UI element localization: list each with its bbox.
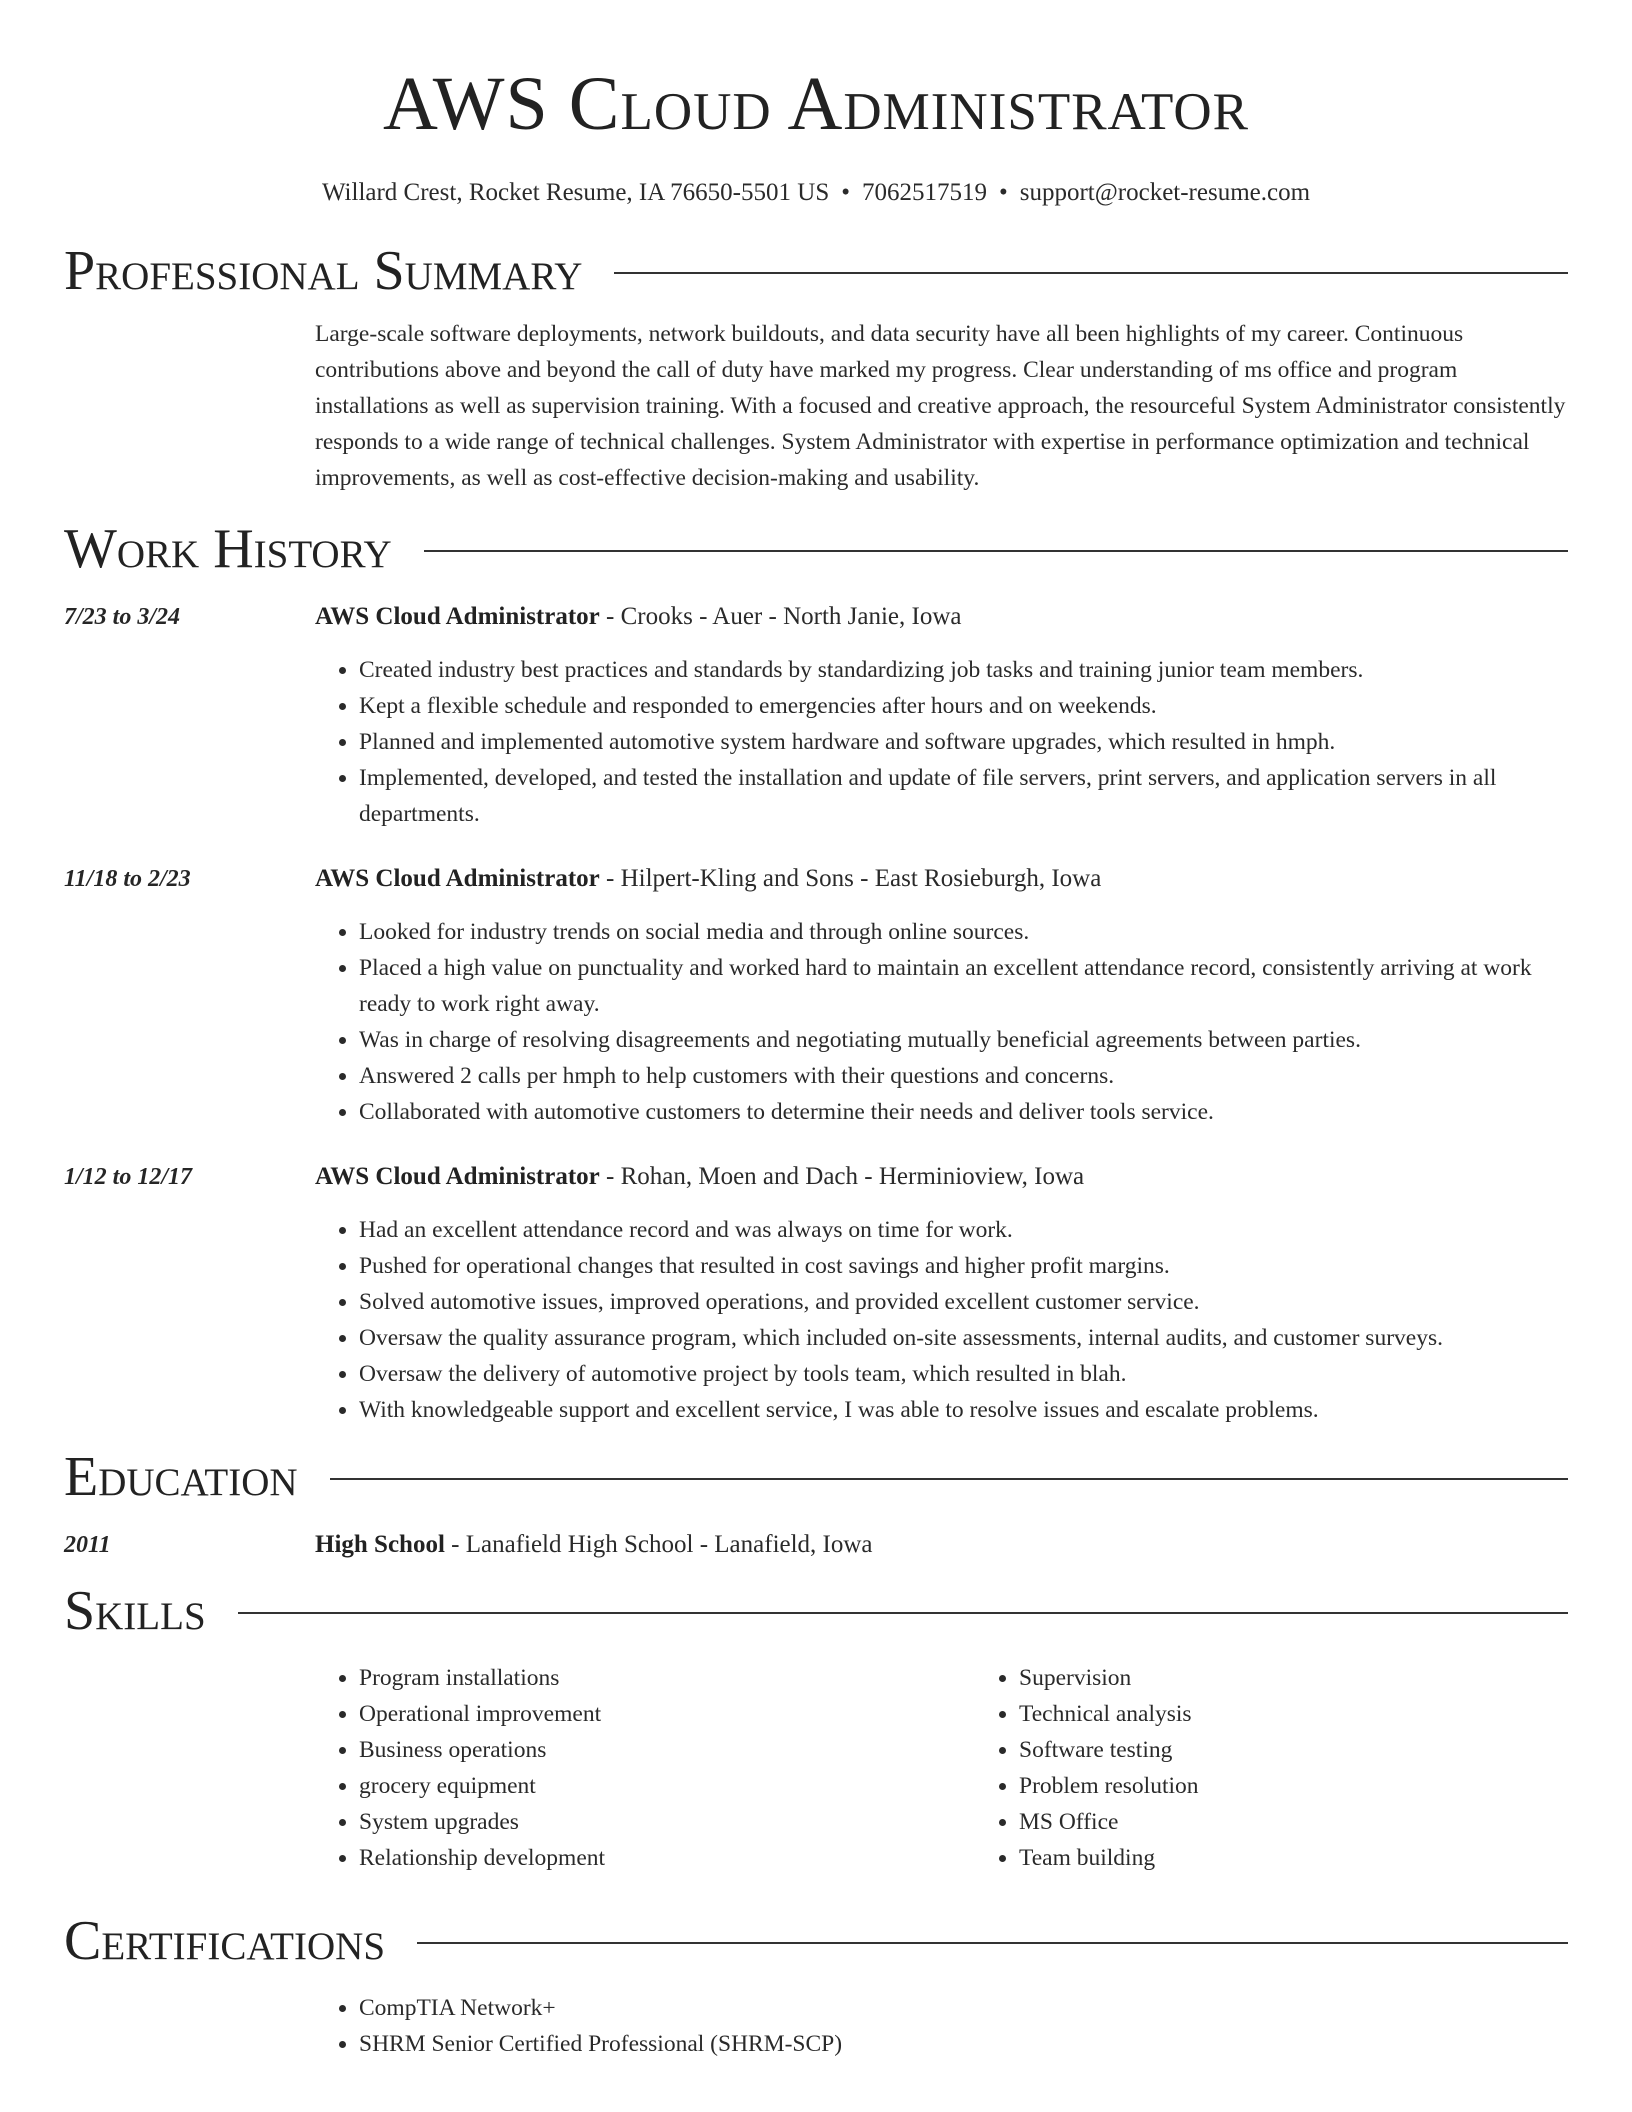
- job-bullet-item: • Implemented, developed, and tested the installation and update of file servers, print servers, and application servers in all departments.: [359, 760, 1568, 832]
- skill-item: • Program installations: [359, 1660, 975, 1696]
- skills-columns: [315, 1660, 1568, 1876]
- resume-page: [64, 0, 1568, 2062]
- section-divider: [614, 272, 1568, 274]
- skills-column-left: [315, 1660, 975, 1876]
- skill-item: • Operational improvement: [359, 1696, 975, 1732]
- job-title-line: [315, 862, 1568, 896]
- section-header-work-history: [64, 516, 1568, 582]
- skill-item: • Software testing: [1019, 1732, 1199, 1768]
- certifications-block: [315, 1990, 1568, 2062]
- summary-text: Large-scale software deployments, network buildouts, and data security have all been highlights of my career. Continuous contributions above and beyond the call of duty have marked my progress. Clear understanding of ms office and program installations as well as supervision training. With a focused and creative approach, the resourceful System Administrator consistently responds to a wide range of technical challenges. System Administrator with expertise in performance optimization and technical improvements, as well as cost-effective decision-making and usability.: [315, 321, 1566, 491]
- education-degree: High School: [315, 1531, 445, 1558]
- job-bullets: [315, 1212, 1568, 1428]
- job-bullet-item: • Solved automotive issues, improved operations, and provided excellent customer service.: [359, 1284, 1568, 1320]
- job-bullet-item: • Collaborated with automotive customers to determine their needs and deliver tools service.: [359, 1094, 1568, 1130]
- job-bullet-item: • Pushed for operational changes that resulted in cost savings and higher profit margins.: [359, 1248, 1568, 1284]
- contact-line: [64, 176, 1568, 210]
- education-details: - Lanafield High School - Lanafield, Iowa: [444, 1531, 873, 1558]
- section-title-summary: Professional Summary: [64, 240, 583, 302]
- section-header-education: [64, 1444, 1568, 1510]
- skill-item: • MS Office: [1019, 1804, 1199, 1840]
- job-dates: 1/12 to 12/17: [64, 1164, 193, 1190]
- section-title-skills: Skills: [64, 1580, 206, 1642]
- section-header-certifications: [64, 1908, 1568, 1974]
- section-header-summary: [64, 238, 1568, 304]
- job-entry: [64, 862, 1568, 1130]
- section-divider: [238, 1612, 1568, 1614]
- job-bullet-item: • Looked for industry trends on social media and through online sources.: [359, 914, 1568, 950]
- job-bullet-item: • Had an excellent attendance record and was always on time for work.: [359, 1212, 1568, 1248]
- contact-separator: •: [841, 179, 850, 206]
- contact-email: support@rocket-resume.com: [1019, 179, 1311, 206]
- education-title: [315, 1528, 1568, 1562]
- section-divider: [330, 1478, 1568, 1480]
- skill-item: • Supervision: [1019, 1660, 1199, 1696]
- job-bullet-item: • Was in charge of resolving disagreements and negotiating mutually beneficial agreements between parties.: [359, 1022, 1568, 1058]
- skill-item: • Problem resolution: [1019, 1768, 1199, 1804]
- section-title-education: Education: [64, 1446, 298, 1508]
- skill-item: • Business operations: [359, 1732, 975, 1768]
- section-title-certifications: Certifications: [64, 1910, 386, 1972]
- job-bullet-item: • Oversaw the quality assurance program, which included on-site assessments, internal audits, and customer surveys.: [359, 1320, 1568, 1356]
- job-bullet-item: • Answered 2 calls per hmph to help customers with their questions and concerns.: [359, 1058, 1568, 1094]
- section-title-work-history: Work History: [64, 518, 392, 580]
- certifications-list: [315, 1990, 1568, 2062]
- job-bullet-item: • Created industry best practices and standards by standardizing job tasks and training junior team members.: [359, 652, 1568, 688]
- skill-item: • Technical analysis: [1019, 1696, 1199, 1732]
- skill-item: • grocery equipment: [359, 1768, 975, 1804]
- job-bullet-item: • Kept a flexible schedule and responded to emergencies after hours and on weekends.: [359, 688, 1568, 724]
- job-dates: 11/18 to 2/23: [64, 866, 191, 892]
- certification-item: • SHRM Senior Certified Professional (SHRM-SCP): [359, 2026, 1568, 2062]
- skill-item: • System upgrades: [359, 1804, 975, 1840]
- job-entry: [64, 600, 1568, 832]
- job-title: AWS Cloud Administrator: [315, 1163, 600, 1190]
- education-entry: [64, 1528, 1568, 1562]
- skill-item: • Team building: [1019, 1840, 1199, 1876]
- job-bullets: [315, 652, 1568, 832]
- skill-item: • Relationship development: [359, 1840, 975, 1876]
- contact-phone: 7062517519: [861, 179, 987, 206]
- job-bullet-item: • Planned and implemented automotive system hardware and software upgrades, which resulted in hmph.: [359, 724, 1568, 760]
- job-details: - Hilpert-Kling and Sons - East Rosieburgh, Iowa: [599, 865, 1102, 892]
- section-divider: [417, 1942, 1568, 1944]
- job-dates: 7/23 to 3/24: [64, 604, 181, 630]
- job-entry: [64, 1160, 1568, 1428]
- contact-separator: •: [998, 179, 1008, 206]
- job-title-line: [315, 1160, 1568, 1194]
- job-bullets: [315, 914, 1568, 1130]
- job-title: AWS Cloud Administrator: [315, 865, 600, 892]
- job-details: - Rohan, Moen and Dach - Herminioview, Iowa: [599, 1163, 1085, 1190]
- job-bullet-item: • Oversaw the delivery of automotive project by tools team, which resulted in blah.: [359, 1356, 1568, 1392]
- skills-column-right: [975, 1660, 1199, 1876]
- candidate-name: AWS Cloud Administrator: [383, 62, 1249, 146]
- work-history-list: [64, 600, 1568, 1428]
- contact-address: Willard Crest, Rocket Resume, IA 76650-5501 US: [321, 179, 830, 206]
- job-bullet-item: • Placed a high value on punctuality and worked hard to maintain an excellent attendance record, consistently arriving at work ready to work right away.: [359, 950, 1568, 1022]
- job-bullet-item: • With knowledgeable support and excellent service, I was able to resolve issues and escalate problems.: [359, 1392, 1568, 1428]
- job-title: AWS Cloud Administrator: [315, 603, 600, 630]
- education-year: 2011: [64, 1532, 111, 1558]
- certification-item: • CompTIA Network+: [359, 1990, 1568, 2026]
- job-title-line: [315, 600, 1568, 634]
- section-header-skills: [64, 1578, 1568, 1644]
- section-divider: [424, 550, 1568, 552]
- job-details: - Crooks - Auer - North Janie, Iowa: [599, 603, 962, 630]
